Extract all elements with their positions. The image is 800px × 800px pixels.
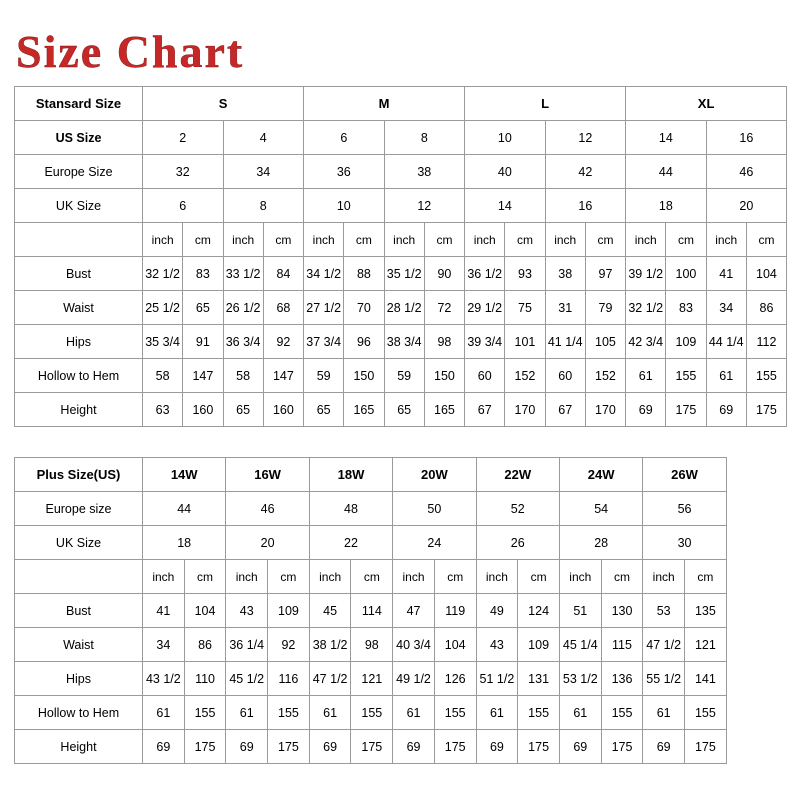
- plus-size-24w: 24W: [559, 458, 642, 492]
- unit-cell: cm: [184, 560, 226, 594]
- cell: 10: [304, 189, 385, 223]
- cell: 47: [393, 594, 435, 628]
- row-label-height: Height: [15, 730, 143, 764]
- plus-size-22w: 22W: [476, 458, 559, 492]
- row-label-uk-size: UK Size: [15, 189, 143, 223]
- cell: 41: [706, 257, 746, 291]
- size-group-s: S: [143, 87, 304, 121]
- cell: 56: [643, 492, 726, 526]
- cell: 61: [309, 696, 351, 730]
- unit-cell: cm: [434, 560, 476, 594]
- plus-size-26w: 26W: [643, 458, 726, 492]
- cell: 18: [143, 526, 226, 560]
- cell: 61: [626, 359, 666, 393]
- table-row: [15, 526, 727, 560]
- cell: 69: [309, 730, 351, 764]
- cell: 124: [518, 594, 560, 628]
- cell: 160: [263, 393, 303, 427]
- cell: 50: [393, 492, 476, 526]
- cell: 6: [143, 189, 224, 223]
- cell: 160: [183, 393, 223, 427]
- row-label-hips: Hips: [15, 662, 143, 696]
- cell: 18: [626, 189, 707, 223]
- cell: 147: [183, 359, 223, 393]
- cell: 170: [585, 393, 625, 427]
- cell: 63: [143, 393, 183, 427]
- cell: 48: [309, 492, 392, 526]
- cell: 105: [585, 325, 625, 359]
- cell: 4: [223, 121, 304, 155]
- table-row-header: [15, 87, 787, 121]
- unit-cell: cm: [518, 560, 560, 594]
- cell: 45 1/2: [226, 662, 268, 696]
- unit-cell: cm: [263, 223, 303, 257]
- unit-cell: cm: [351, 560, 393, 594]
- cell: 51: [559, 594, 601, 628]
- cell: 96: [344, 325, 384, 359]
- plus-size-20w: 20W: [393, 458, 476, 492]
- cell: 175: [685, 730, 727, 764]
- standard-size-label: Stansard Size: [15, 87, 143, 121]
- row-label-europe-size: Europe size: [15, 492, 143, 526]
- table-row: [15, 393, 787, 427]
- cell: 109: [268, 594, 310, 628]
- cell: 121: [685, 628, 727, 662]
- cell: 42: [545, 155, 626, 189]
- cell: 79: [585, 291, 625, 325]
- cell: 101: [505, 325, 545, 359]
- cell: 121: [351, 662, 393, 696]
- cell: 175: [351, 730, 393, 764]
- cell: 175: [601, 730, 643, 764]
- cell: 26: [476, 526, 559, 560]
- plus-size-label: Plus Size(US): [15, 458, 143, 492]
- cell: 12: [384, 189, 465, 223]
- unit-cell: inch: [393, 560, 435, 594]
- unit-cell: inch: [226, 560, 268, 594]
- row-label-us-size: US Size: [15, 121, 143, 155]
- cell: 42 3/4: [626, 325, 666, 359]
- cell: 36 1/4: [226, 628, 268, 662]
- cell: 26 1/2: [223, 291, 263, 325]
- cell: 155: [601, 696, 643, 730]
- row-label-hollow-to-hem: Hollow to Hem: [15, 359, 143, 393]
- row-label-waist: Waist: [15, 628, 143, 662]
- row-label-uk-size: UK Size: [15, 526, 143, 560]
- unit-cell: cm: [424, 223, 464, 257]
- cell: 24: [393, 526, 476, 560]
- cell: 43 1/2: [143, 662, 185, 696]
- cell: 98: [424, 325, 464, 359]
- cell: 165: [344, 393, 384, 427]
- cell: 28: [559, 526, 642, 560]
- cell: 155: [685, 696, 727, 730]
- cell: 20: [706, 189, 787, 223]
- cell: 175: [746, 393, 786, 427]
- cell: 69: [143, 730, 185, 764]
- cell: 119: [434, 594, 476, 628]
- cell: 147: [263, 359, 303, 393]
- cell: 83: [183, 257, 223, 291]
- cell: 60: [465, 359, 505, 393]
- cell: 38 3/4: [384, 325, 424, 359]
- row-label-waist: Waist: [15, 291, 143, 325]
- cell: 155: [351, 696, 393, 730]
- cell: 36 3/4: [223, 325, 263, 359]
- standard-size-table: [14, 86, 787, 427]
- cell: 155: [268, 696, 310, 730]
- cell: 93: [505, 257, 545, 291]
- table-row-header: [15, 458, 727, 492]
- cell: 136: [601, 662, 643, 696]
- cell: 70: [344, 291, 384, 325]
- unit-cell: inch: [143, 560, 185, 594]
- row-label-hollow-to-hem: Hollow to Hem: [15, 696, 143, 730]
- cell: 32 1/2: [143, 257, 183, 291]
- unit-cell: cm: [601, 560, 643, 594]
- cell: 28 1/2: [384, 291, 424, 325]
- cell: 67: [465, 393, 505, 427]
- cell: 165: [424, 393, 464, 427]
- cell: 69: [559, 730, 601, 764]
- cell: 175: [434, 730, 476, 764]
- cell: 61: [706, 359, 746, 393]
- table-row: [15, 628, 727, 662]
- cell: 175: [184, 730, 226, 764]
- cell: 97: [585, 257, 625, 291]
- cell: 6: [304, 121, 385, 155]
- row-label-bust: Bust: [15, 594, 143, 628]
- cell: 100: [666, 257, 706, 291]
- cell: 69: [706, 393, 746, 427]
- cell: 38 1/2: [309, 628, 351, 662]
- cell: 40 3/4: [393, 628, 435, 662]
- unit-cell: inch: [476, 560, 518, 594]
- cell: 68: [263, 291, 303, 325]
- cell: 61: [476, 696, 518, 730]
- cell: 45: [309, 594, 351, 628]
- size-group-l: L: [465, 87, 626, 121]
- cell: 8: [384, 121, 465, 155]
- cell: 30: [643, 526, 726, 560]
- table-row: [15, 662, 727, 696]
- cell: 175: [666, 393, 706, 427]
- cell: 83: [666, 291, 706, 325]
- cell: 14: [626, 121, 707, 155]
- unit-cell: inch: [309, 560, 351, 594]
- unit-cell: cm: [344, 223, 384, 257]
- cell: 141: [685, 662, 727, 696]
- unit-cell: cm: [505, 223, 545, 257]
- cell: 135: [685, 594, 727, 628]
- cell: 110: [184, 662, 226, 696]
- table-row: [15, 359, 787, 393]
- cell: 58: [223, 359, 263, 393]
- row-label-bust: Bust: [15, 257, 143, 291]
- cell: 27 1/2: [304, 291, 344, 325]
- cell: 104: [434, 628, 476, 662]
- row-label-height: Height: [15, 393, 143, 427]
- cell: 61: [643, 696, 685, 730]
- cell: 54: [559, 492, 642, 526]
- cell: 150: [344, 359, 384, 393]
- cell: 22: [309, 526, 392, 560]
- cell: 43: [226, 594, 268, 628]
- cell: 104: [746, 257, 786, 291]
- cell: 49 1/2: [393, 662, 435, 696]
- cell: 59: [384, 359, 424, 393]
- cell: 88: [344, 257, 384, 291]
- cell: 130: [601, 594, 643, 628]
- unit-cell: cm: [585, 223, 625, 257]
- cell: 36 1/2: [465, 257, 505, 291]
- unit-cell: inch: [559, 560, 601, 594]
- cell: 61: [226, 696, 268, 730]
- cell: 53: [643, 594, 685, 628]
- table-row: [15, 492, 727, 526]
- cell: 175: [518, 730, 560, 764]
- row-label-europe-size: Europe Size: [15, 155, 143, 189]
- unit-cell: inch: [626, 223, 666, 257]
- cell: 61: [559, 696, 601, 730]
- table-row: [15, 257, 787, 291]
- unit-cell: cm: [746, 223, 786, 257]
- plus-size-16w: 16W: [226, 458, 309, 492]
- table-row-units: [15, 223, 787, 257]
- table-row: [15, 121, 787, 155]
- unit-cell: cm: [268, 560, 310, 594]
- cell: 170: [505, 393, 545, 427]
- cell: 84: [263, 257, 303, 291]
- cell: 155: [666, 359, 706, 393]
- cell: 32: [143, 155, 224, 189]
- cell: 10: [465, 121, 546, 155]
- table-row-units: [15, 560, 727, 594]
- cell: 91: [183, 325, 223, 359]
- cell: 46: [226, 492, 309, 526]
- unit-cell: inch: [223, 223, 263, 257]
- cell: 31: [545, 291, 585, 325]
- cell: 75: [505, 291, 545, 325]
- cell: 16: [545, 189, 626, 223]
- unit-cell: cm: [183, 223, 223, 257]
- cell: 155: [746, 359, 786, 393]
- unit-cell: inch: [706, 223, 746, 257]
- cell: 46: [706, 155, 787, 189]
- cell: 35 3/4: [143, 325, 183, 359]
- cell: 39 1/2: [626, 257, 666, 291]
- table-row: [15, 696, 727, 730]
- cell: 65: [384, 393, 424, 427]
- table-row: [15, 730, 727, 764]
- cell: 47 1/2: [643, 628, 685, 662]
- cell: 25 1/2: [143, 291, 183, 325]
- cell: 90: [424, 257, 464, 291]
- cell: 8: [223, 189, 304, 223]
- cell: 49: [476, 594, 518, 628]
- cell: 32 1/2: [626, 291, 666, 325]
- unit-cell: cm: [685, 560, 727, 594]
- cell: 131: [518, 662, 560, 696]
- cell: 38: [545, 257, 585, 291]
- cell: 45 1/4: [559, 628, 601, 662]
- cell: 39 3/4: [465, 325, 505, 359]
- cell: 69: [626, 393, 666, 427]
- unit-cell: inch: [643, 560, 685, 594]
- unit-cell: inch: [384, 223, 424, 257]
- table-row: [15, 155, 787, 189]
- cell: 12: [545, 121, 626, 155]
- unit-cell: inch: [465, 223, 505, 257]
- cell: 41 1/4: [545, 325, 585, 359]
- cell: 14: [465, 189, 546, 223]
- cell: 92: [263, 325, 303, 359]
- cell: 16: [706, 121, 787, 155]
- cell: 112: [746, 325, 786, 359]
- empty-cell: [15, 223, 143, 257]
- cell: 47 1/2: [309, 662, 351, 696]
- size-group-m: M: [304, 87, 465, 121]
- cell: 33 1/2: [223, 257, 263, 291]
- cell: 44: [626, 155, 707, 189]
- cell: 44 1/4: [706, 325, 746, 359]
- cell: 29 1/2: [465, 291, 505, 325]
- cell: 43: [476, 628, 518, 662]
- size-group-xl: XL: [626, 87, 787, 121]
- cell: 52: [476, 492, 559, 526]
- cell: 37 3/4: [304, 325, 344, 359]
- cell: 36: [304, 155, 385, 189]
- cell: 67: [545, 393, 585, 427]
- table-row: [15, 291, 787, 325]
- cell: 115: [601, 628, 643, 662]
- cell: 69: [226, 730, 268, 764]
- cell: 40: [465, 155, 546, 189]
- cell: 61: [393, 696, 435, 730]
- cell: 109: [518, 628, 560, 662]
- plus-size-18w: 18W: [309, 458, 392, 492]
- cell: 114: [351, 594, 393, 628]
- cell: 152: [585, 359, 625, 393]
- unit-cell: inch: [304, 223, 344, 257]
- cell: 155: [518, 696, 560, 730]
- cell: 109: [666, 325, 706, 359]
- table-row: [15, 325, 787, 359]
- cell: 44: [143, 492, 226, 526]
- cell: 69: [393, 730, 435, 764]
- cell: 86: [746, 291, 786, 325]
- cell: 58: [143, 359, 183, 393]
- cell: 86: [184, 628, 226, 662]
- cell: 155: [434, 696, 476, 730]
- plus-size-table: [14, 457, 727, 764]
- cell: 175: [268, 730, 310, 764]
- unit-cell: inch: [545, 223, 585, 257]
- cell: 2: [143, 121, 224, 155]
- cell: 65: [304, 393, 344, 427]
- cell: 55 1/2: [643, 662, 685, 696]
- unit-cell: cm: [666, 223, 706, 257]
- table-row: [15, 594, 727, 628]
- cell: 34: [223, 155, 304, 189]
- plus-size-14w: 14W: [143, 458, 226, 492]
- cell: 155: [184, 696, 226, 730]
- cell: 60: [545, 359, 585, 393]
- cell: 65: [223, 393, 263, 427]
- cell: 72: [424, 291, 464, 325]
- cell: 69: [643, 730, 685, 764]
- cell: 34: [143, 628, 185, 662]
- table-row: [15, 189, 787, 223]
- cell: 51 1/2: [476, 662, 518, 696]
- page-title: Size Chart: [16, 26, 245, 77]
- cell: 41: [143, 594, 185, 628]
- cell: 65: [183, 291, 223, 325]
- unit-cell: inch: [143, 223, 183, 257]
- cell: 116: [268, 662, 310, 696]
- cell: 53 1/2: [559, 662, 601, 696]
- cell: 150: [424, 359, 464, 393]
- cell: 34 1/2: [304, 257, 344, 291]
- cell: 34: [706, 291, 746, 325]
- cell: 38: [384, 155, 465, 189]
- cell: 126: [434, 662, 476, 696]
- cell: 69: [476, 730, 518, 764]
- cell: 104: [184, 594, 226, 628]
- cell: 35 1/2: [384, 257, 424, 291]
- cell: 92: [268, 628, 310, 662]
- row-label-hips: Hips: [15, 325, 143, 359]
- cell: 98: [351, 628, 393, 662]
- cell: 59: [304, 359, 344, 393]
- cell: 152: [505, 359, 545, 393]
- cell: 20: [226, 526, 309, 560]
- cell: 61: [143, 696, 185, 730]
- empty-cell: [15, 560, 143, 594]
